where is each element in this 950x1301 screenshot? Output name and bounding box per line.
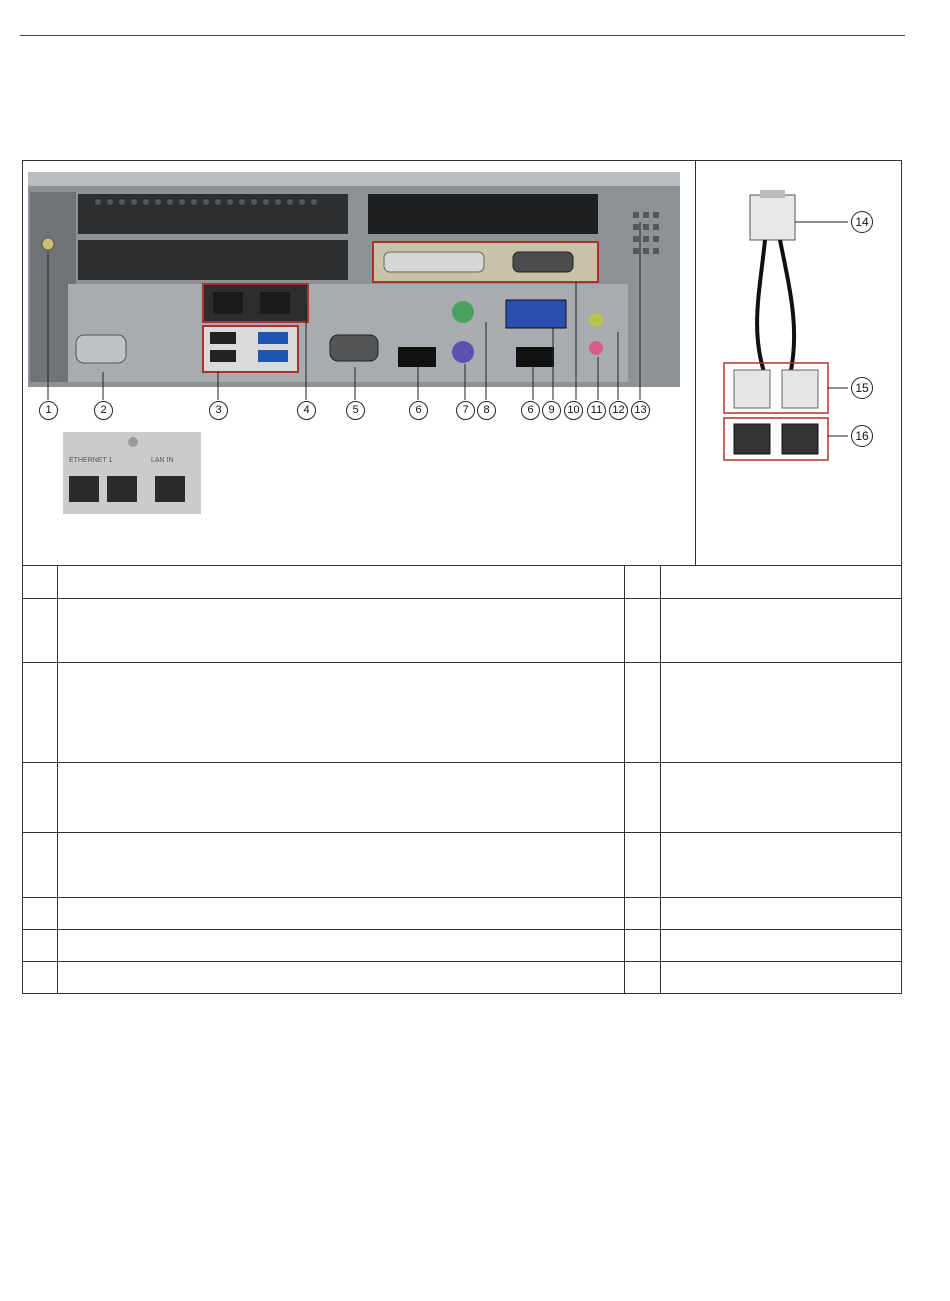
callout-3: 3 xyxy=(209,401,228,420)
table-row-line xyxy=(22,662,902,663)
callout-1: 1 xyxy=(39,401,58,420)
callout-4: 4 xyxy=(297,401,316,420)
callout-10: 10 xyxy=(564,401,583,420)
callout-13: 13 xyxy=(631,401,650,420)
callout-2: 2 xyxy=(94,401,113,420)
callout-12: 12 xyxy=(609,401,628,420)
table-col-line xyxy=(57,565,58,994)
callout-6b: 6 xyxy=(521,401,540,420)
table-top-line xyxy=(22,565,902,566)
table-row-line xyxy=(22,961,902,962)
table-col-line xyxy=(660,565,661,994)
callout-9: 9 xyxy=(542,401,561,420)
callout-7: 7 xyxy=(456,401,475,420)
table-row-line xyxy=(22,762,902,763)
callout-16: 16 xyxy=(851,425,873,447)
table-row-line xyxy=(22,929,902,930)
callout-leaders xyxy=(28,172,680,412)
callout-6a: 6 xyxy=(409,401,428,420)
lan-detail-photo xyxy=(63,432,201,514)
lan-label-1: ETHERNET 1 xyxy=(69,457,113,464)
table-row-line xyxy=(22,897,902,898)
callout-14: 14 xyxy=(851,211,873,233)
callout-15: 15 xyxy=(851,377,873,399)
lan-label-3: LAN IN xyxy=(151,457,174,464)
callout-5: 5 xyxy=(346,401,365,420)
header-rule xyxy=(20,35,905,36)
figure-divider xyxy=(695,160,696,565)
table-row-line xyxy=(22,832,902,833)
table-col-line xyxy=(624,565,625,994)
table-row-line xyxy=(22,598,902,599)
callout-11: 11 xyxy=(587,401,606,420)
callout-8: 8 xyxy=(477,401,496,420)
